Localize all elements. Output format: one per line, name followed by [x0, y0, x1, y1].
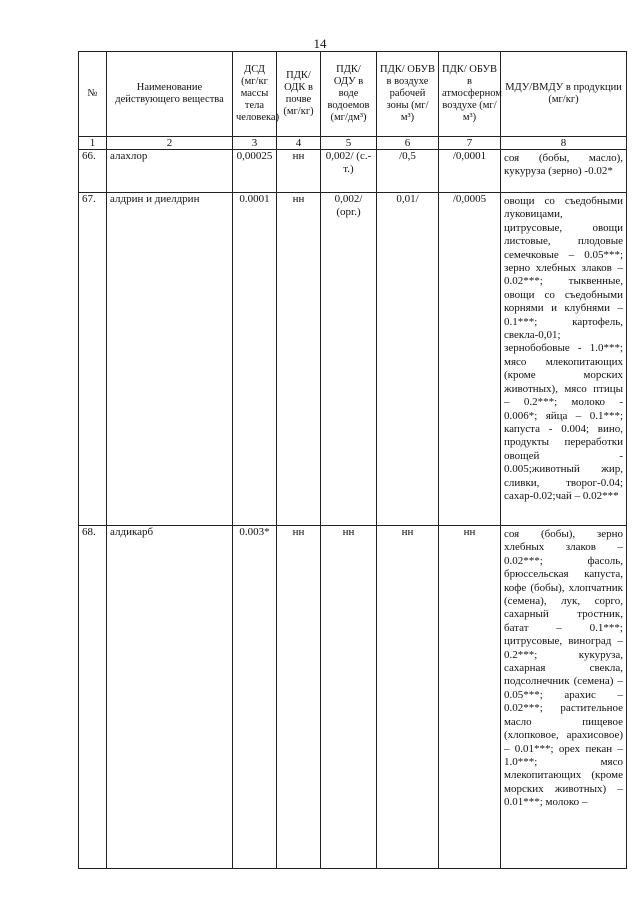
work-air-value: /0,5 [377, 150, 439, 193]
column-number: 4 [277, 137, 321, 150]
water-value: нн [321, 526, 377, 869]
pesticide-table [78, 51, 627, 869]
atm-air-value: /0,0001 [439, 150, 501, 193]
table-row [79, 526, 627, 869]
table-row [79, 193, 627, 526]
column-number: 8 [501, 137, 627, 150]
mdu-value: соя (бобы, масло), кукуруза (зерно) -0.02* [501, 150, 627, 193]
header-water: ПДК/ ОДУ в воде водоемов (мг/дм³) [321, 52, 377, 137]
row-number: 68. [79, 526, 107, 869]
header-work-air: ПДК/ ОБУВ в воздухе рабочей зоны (мг/м³) [377, 52, 439, 137]
atm-air-value: нн [439, 526, 501, 869]
page-number: 14 [313, 36, 327, 51]
column-number: 3 [233, 137, 277, 150]
table-header-row [79, 52, 627, 137]
column-number: 7 [439, 137, 501, 150]
header-atm-air: ПДК/ ОБУВ в атмосферном воздухе (мг/м³) [439, 52, 501, 137]
header-soil: ПДК/ ОДК в почве (мг/кг) [277, 52, 321, 137]
dsd-value: 0,00025 [233, 150, 277, 193]
soil-value: нн [277, 526, 321, 869]
atm-air-value: /0,0005 [439, 193, 501, 526]
header-dsd: ДСД (мг/кг массы тела человека) [233, 52, 277, 137]
column-number: 2 [107, 137, 233, 150]
row-number: 66. [79, 150, 107, 193]
table-row [79, 150, 627, 193]
header-number: № [79, 52, 107, 137]
substance-name: алдикарб [107, 526, 233, 869]
header-substance-name: Наименование действующего вещества [107, 52, 233, 137]
dsd-value: 0.0001 [233, 193, 277, 526]
mdu-value: соя (бобы), зерно хлебных злаков – 0.02***; фасоль, брюссельская капуста, кофе (бобы), хлопчатник (семена), лук, сорго, сахарный тростник, батат – 0.1***; цитрусовые, виноград – 0.2***; кукуруза, сахарная свекла, подсолнечник (семена) – 0.05***; арахис – 0.02***; растительное масло пищевое (хлопковое, арахисовое) – 0.01***; орех пекан – 1.0***; мясо млекопитающих (кроме морских животных) – 0.01***; молоко – [501, 526, 627, 869]
header-mdu: МДУ/ВМДУ в продукции (мг/кг) [501, 52, 627, 137]
soil-value: нн [277, 150, 321, 193]
mdu-value: овощи со съедобными луковицами, цитрусовые, овощи листовые, плодовые семечковые – 0.05***; зерно хлебных злаков – 0.02***; тыквенные, овощи со съедобными корнями и клубнями – 0.1***; картофель, свекла-0,01; зернобобовые - 1.0***; мясо млекопитающих (кроме морских животных), мясо птицы – 0.2***; молоко - 0.006*; яйца – 0.1***; капуста - 0.004; вино, продукты переработки овощей - 0.005;животный жир, сливки, творог-0.04; сахар-0.02;чай – 0.02*** [501, 193, 627, 526]
soil-value: нн [277, 193, 321, 526]
substance-name: алдрин и диелдрин [107, 193, 233, 526]
dsd-value: 0.003* [233, 526, 277, 869]
column-number: 5 [321, 137, 377, 150]
water-value: 0,002/ (с.-т.) [321, 150, 377, 193]
water-value: 0,002/ (орг.) [321, 193, 377, 526]
work-air-value: нн [377, 526, 439, 869]
column-number: 6 [377, 137, 439, 150]
substance-name: алахлор [107, 150, 233, 193]
column-number-row [79, 137, 627, 150]
column-number: 1 [79, 137, 107, 150]
row-number: 67. [79, 193, 107, 526]
work-air-value: 0,01/ [377, 193, 439, 526]
